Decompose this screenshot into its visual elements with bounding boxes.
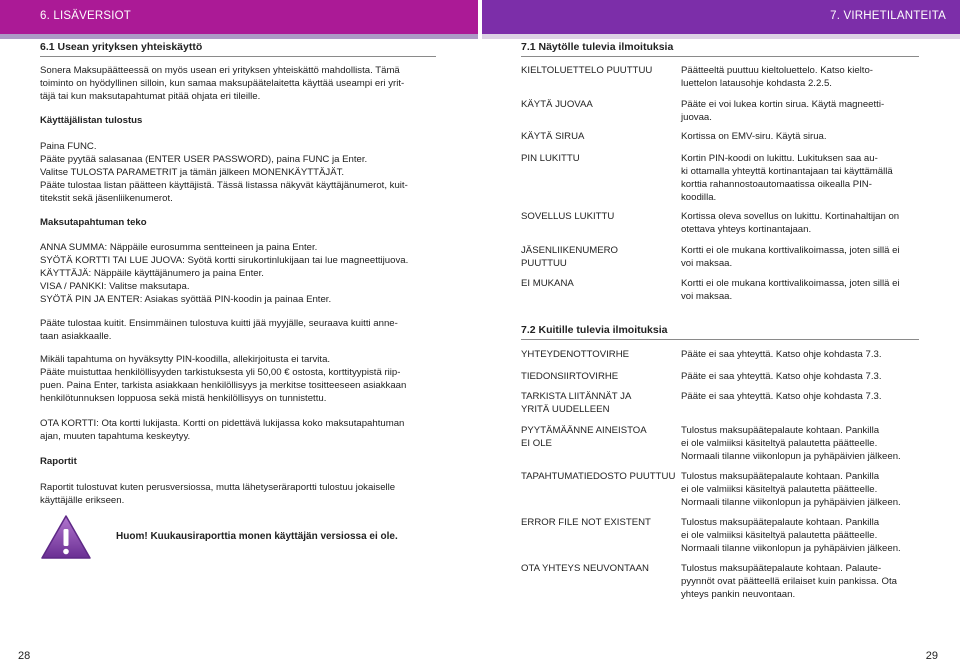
intro-paragraph: Sonera Maksupäätteessä on myös usean eri yrityksen yhteiskättö mahdollista. Tämä toiminto on hyödyllinen silloin, kun samaa maksupäätelaitetta käyttää useampi eri yrit- täjä tai kun maksutapahtumat pitää ohjata eri tileille. (40, 65, 405, 102)
message-code: KÄYTÄ SIRUA (521, 131, 585, 142)
left-title-divider (40, 56, 436, 57)
message-code: PYYTÄMÄÄNNE AINEISTOA EI OLE (521, 425, 647, 449)
message-code: PIN LUKITTU (521, 153, 580, 164)
right-header-bar (482, 0, 960, 34)
message-description: Päätteeltä puuttuu kieltoluettelo. Katso kielto- luettelon latausohje kohdasta 2.2.5. (681, 65, 873, 89)
payment-heading: Maksutapahtuman teko (40, 217, 147, 228)
message-code: TAPAHTUMATIEDOSTO PUUTTUU (521, 471, 676, 482)
message-code: JÄSENLIIKENUMERO PUUTTUU (521, 245, 619, 269)
right-page-number: 29 (925, 650, 938, 661)
user-list-steps: Paina FUNC. Pääte pyytää salasanaa (ENTER USER PASSWORD), paina FUNC ja Enter. Valitse TULOSTA PARAMETRIT ja tämän jälkeen MONENKÄYTTÄJÄT. Pääte tulostaa listan päätteen käyttäjistä. Tässä listassa näkyvät käyttäjänumerot, kuit- titekstit sekä jäsenliikenumerot. (40, 141, 408, 204)
message-code: KÄYTÄ JUOVAA (521, 99, 593, 110)
message-code: ERROR FILE NOT EXISTENT (521, 517, 651, 528)
right-header-strip (482, 34, 960, 39)
message-description: Tulostus maksupäätepalaute kohtaan. Pankilla ei ole valmiiksi käsiteltyä palautetta päätteelle. Normaali tilanne viikonlopun ja pyhäpäivien jälkeen. (681, 517, 901, 554)
message-description: Kortissa oleva sovellus on lukittu. Kortinahaltijan on otettava yhteys kortinantajaan. (681, 211, 900, 235)
right-chapter-title: 7. VIRHETILANTEITA (830, 10, 946, 22)
user-list-heading: Käyttäjälistan tulostus (40, 115, 143, 126)
section-title-7-1: 7.1 Näytölle tulevia ilmoituksia (521, 41, 674, 53)
right-title-divider (521, 56, 919, 57)
right-section2-divider (521, 339, 919, 340)
left-header-bar (0, 0, 478, 34)
message-description: Pääte ei saa yhteyttä. Katso ohje kohdasta 7.3. (681, 349, 882, 360)
left-chapter-title: 6. LISÄVERSIOT (40, 10, 131, 22)
message-description: Pääte ei saa yhteyttä. Katso ohje kohdasta 7.3. (681, 371, 882, 382)
message-description: Pääte ei saa yhteyttä. Katso ohje kohdasta 7.3. (681, 391, 882, 402)
payment-steps: ANNA SUMMA: Näppäile eurosumma sentteineen ja paina Enter. SYÖTÄ KORTTI TAI LUE JUOVA: Syötä kortti sirukortinlukijaan tai lue magneettijuova. KÄYTTÄJÄ: Näppäile käyttäjänumero ja paina Enter. VISA / PANKKI: Valitse maksutapa. SYÖTÄ PIN JA ENTER: Asiakas syöttää PIN-koodin ja painaa Enter. (40, 242, 409, 305)
take-card-paragraph: OTA KORTTI: Ota kortti lukijasta. Kortti on pidettävä lukijassa koko maksutapahtuman ajan, muuten tapahtuma keskeytyy. (40, 418, 405, 442)
message-code: YHTEYDENOTTOVIRHE (521, 349, 630, 360)
message-code: SOVELLUS LUKITTU (521, 211, 615, 222)
message-code: TIEDONSIIRTOVIRHE (521, 371, 619, 382)
message-description: Kortti ei ole mukana korttivalikoimassa, joten sillä ei voi maksaa. (681, 245, 900, 269)
signature-paragraph: Mikäli tapahtuma on hyväksytty PIN-koodilla, allekirjoitusta ei tarvita. Pääte muistuttaa henkilöllisyyden tarkistuksesta yli 50,00 € ostosta, korttityypistä riip- puen. Paina Enter, tarkista asiakkaan henkilöllisyys ja merkitse tositteeseen asiakkaan henkilötunnuksen loppuosa sekä mistä henkilöllisyys on tunnistettu. (40, 354, 407, 404)
reports-heading: Raportit (40, 456, 77, 467)
message-code: KIELTOLUETTELO PUUTTUU (521, 65, 653, 76)
section-title-6-1: 6.1 Usean yrityksen yhteiskäyttö (40, 41, 203, 53)
monthly-report-notice: Huom! Kuukausiraporttia monen käyttäjän versiossa ei ole. (116, 531, 398, 542)
reports-paragraph: Raportit tulostuvat kuten perusversiossa, mutta lähetyseräraportti tulostuu jokaiselle käyttäjälle erikseen. (40, 482, 396, 506)
message-code: EI MUKANA (521, 278, 574, 289)
left-header-strip (0, 34, 478, 39)
message-description: Tulostus maksupäätepalaute kohtaan. Pankilla ei ole valmiiksi käsiteltyä palautetta päätteelle. Normaali tilanne viikonlopun ja pyhäpäivien jälkeen. (681, 425, 901, 462)
section-title-7-2: 7.2 Kuitille tulevia ilmoituksia (521, 324, 668, 336)
left-page-number: 28 (18, 650, 31, 661)
message-code: OTA YHTEYS NEUVONTAAN (521, 563, 649, 574)
message-description: Tulostus maksupäätepalaute kohtaan. Palaute- pyynnöt ovat päätteellä erilaiset kuin pankissa. Ota yhteys pankin neuvontaan. (681, 563, 897, 600)
message-description: Kortissa on EMV-siru. Käytä sirua. (681, 131, 827, 142)
warning-triangle-icon (40, 514, 92, 560)
receipt-paragraph: Pääte tulostaa kuitit. Ensimmäinen tulostuva kuitti jää myyjälle, seuraava kuitti anne- taan asiakkaalle. (40, 318, 398, 342)
message-description: Tulostus maksupäätepalaute kohtaan. Pankilla ei ole valmiiksi käsiteltyä palautetta päätteelle. Normaali tilanne viikonlopun ja pyhäpäivien jälkeen. (681, 471, 901, 508)
message-description: Kortin PIN-koodi on lukittu. Lukituksen saa au- ki ottamalla yhteyttä kortinantajaan tai käyttämällä korttia rahannostoautomaatissa oikealla PIN- koodilla. (681, 153, 893, 203)
message-description: Kortti ei ole mukana korttivalikoimassa, joten sillä ei voi maksaa. (681, 278, 900, 302)
message-description: Pääte ei voi lukea kortin sirua. Käytä magneetti- juovaa. (681, 99, 885, 123)
message-code: TARKISTA LIITÄNNÄT JA YRITÄ UUDELLEEN (521, 391, 632, 415)
